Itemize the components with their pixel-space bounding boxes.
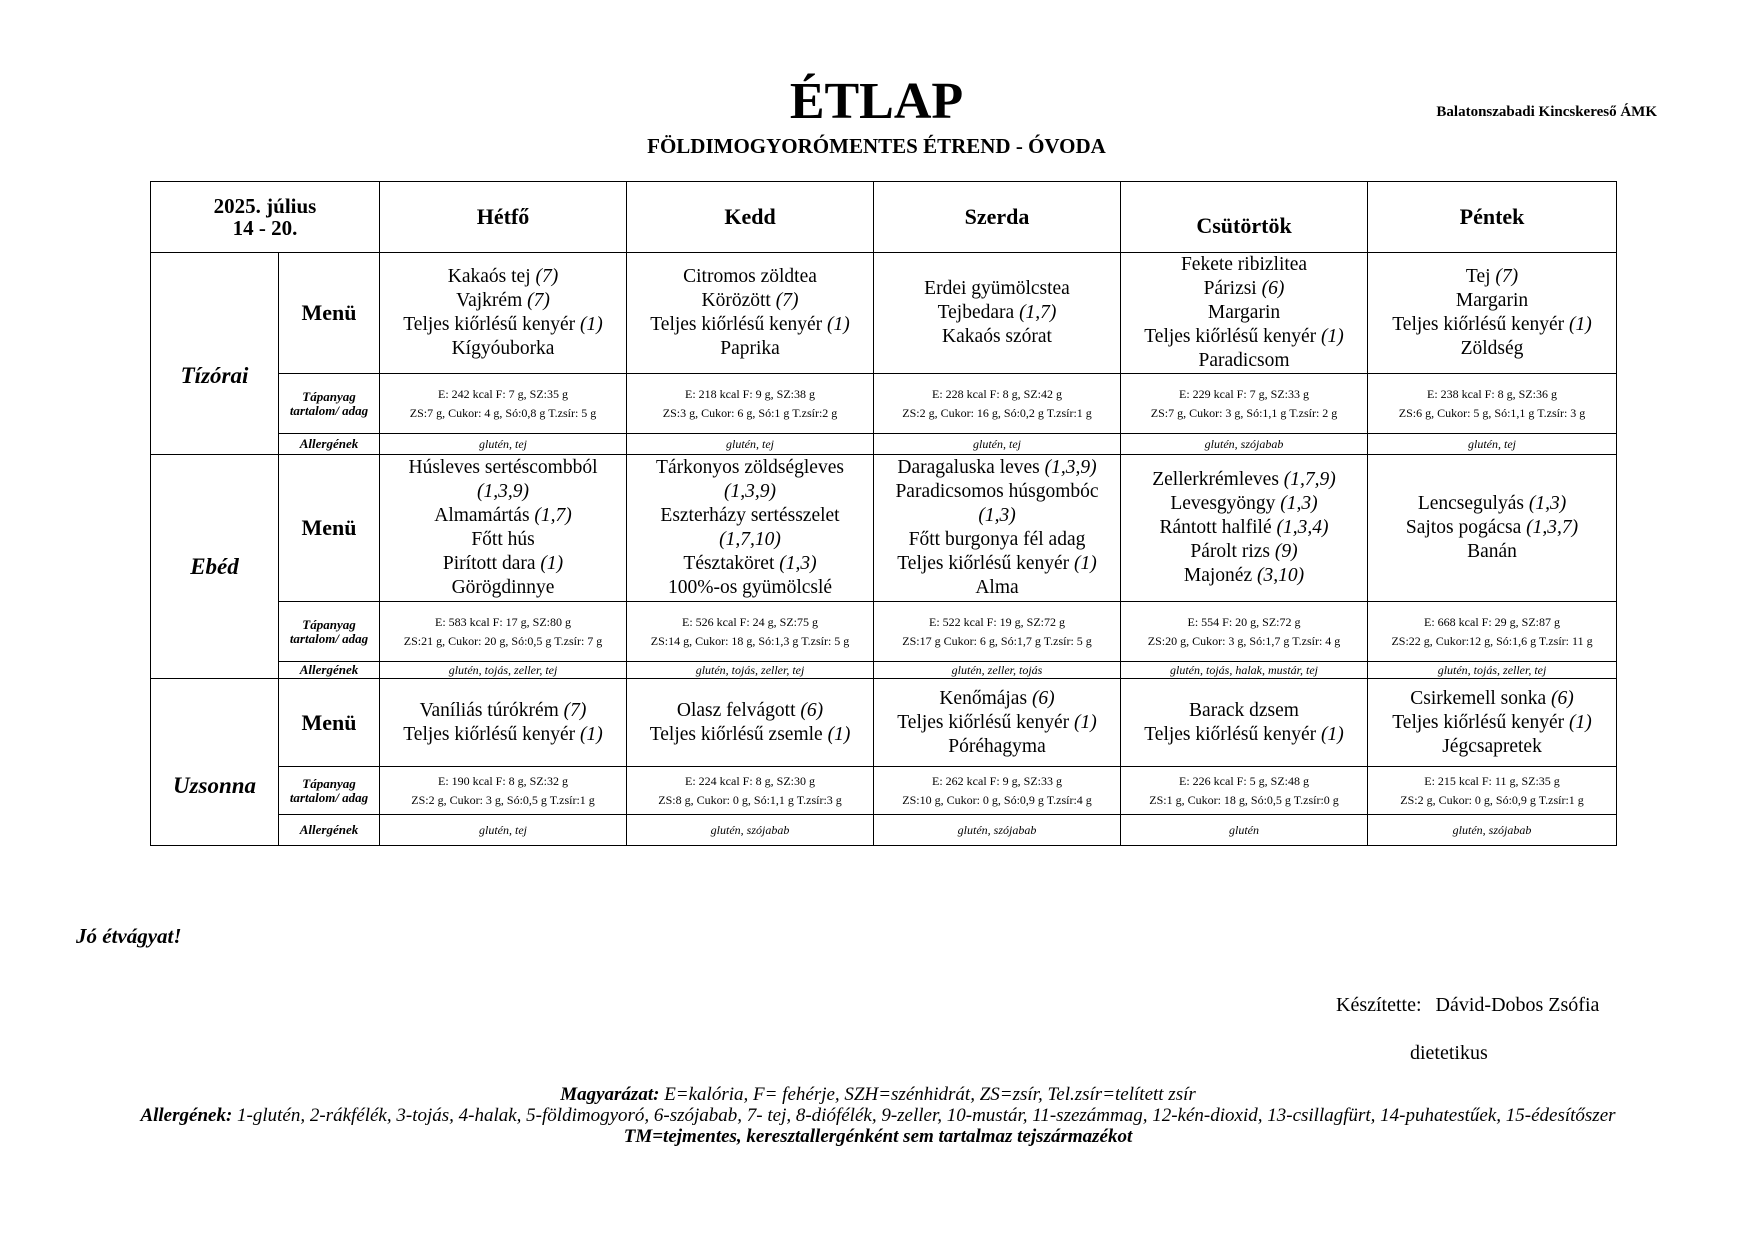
menu-item-name: Zöldség (1460, 338, 1524, 359)
menu-item (1370, 313, 1614, 337)
menu-item-name: Tej (1465, 266, 1496, 287)
menu-item (1370, 687, 1614, 711)
menu-item (382, 576, 624, 600)
row-label-allergens: Allergének (279, 434, 380, 455)
nutrition-cell-friday (1368, 767, 1617, 815)
menu-item (629, 480, 871, 504)
nutrition-cell-tuesday (627, 602, 874, 662)
nutrition-line: ZS:14 g, Cukor: 18 g, Só:1,3 g T.zsír: 5 g (650, 633, 850, 648)
menu-item-name: Lencsegulyás (1417, 493, 1529, 514)
menu-item-name: Főtt hús (471, 529, 535, 550)
menu-item (1123, 468, 1365, 492)
allergen-code: (7) (775, 290, 799, 311)
menu-item-name: Barack dzsem (1189, 699, 1299, 721)
menu-item-name: Teljes kiőrlésű kenyér (1392, 314, 1570, 335)
row-label-menu: Menü (279, 679, 380, 767)
allergen-code: (1) (1074, 711, 1097, 733)
allergen-cell-thursday: glutén (1121, 815, 1368, 846)
nutrition-line: E: 554 F: 20 g, SZ:72 g (1187, 614, 1301, 629)
nutrition-line: ZS:1 g, Cukor: 18 g, Só:0,5 g T.zsír:0 g (1149, 792, 1339, 807)
menu-item (876, 735, 1118, 759)
menu-item (382, 552, 624, 576)
menu-item-name: Fekete ribizlitea (1180, 254, 1308, 275)
allergen-code: (1,7) (534, 505, 572, 526)
nutrition-cell-thursday (1121, 767, 1368, 815)
menu-item (876, 528, 1118, 552)
menu-item (1370, 492, 1614, 516)
greeting: Jó étvágyat! (76, 924, 182, 948)
menu-item-name: Daragaluska leves (897, 457, 1045, 478)
allergen-code: (6) (1551, 687, 1574, 709)
menu-item-name: Csirkemell sonka (1410, 687, 1552, 709)
menu-item (1123, 253, 1365, 277)
allergen-code: (1,7,9) (1283, 469, 1336, 490)
allergen-cell-thursday: glutén, tojás, halak, mustár, tej (1121, 662, 1368, 679)
menu-item (1123, 349, 1365, 373)
nutrition-line: ZS:22 g, Cukor:12 g, Só:1,6 g T.zsír: 11 g (1391, 633, 1593, 648)
meal-name: Uzsonna (151, 679, 279, 846)
menu-item (629, 265, 871, 289)
menu-cell-thursday (1121, 253, 1368, 374)
week-date (151, 182, 380, 253)
menu-item (876, 552, 1118, 576)
legend-text: E=kalória, F= fehérje, SZH=szénhidrát, ZS=zsír, Tel.zsír=telített zsír (659, 1084, 1196, 1105)
menu-cell-friday (1368, 455, 1617, 602)
allergen-cell-tuesday: glutén, tojás, zeller, tej (627, 662, 874, 679)
nutrition-row (151, 602, 1617, 662)
menu-item (876, 687, 1118, 711)
menu-item-name: Teljes kiőrlésű kenyér (650, 314, 828, 335)
menu-item (629, 699, 871, 723)
menu-item-name: Margarin (1207, 302, 1281, 323)
day-header-tuesday: Kedd (627, 182, 874, 253)
nutrition-cell-friday (1368, 602, 1617, 662)
menu-item-name: Paradicsom (1198, 350, 1290, 371)
menu-item (382, 699, 624, 723)
allergen-cell-monday: glutén, tojás, zeller, tej (380, 662, 627, 679)
nutrition-line: E: 242 kcal F: 7 g, SZ:35 g (438, 386, 569, 401)
menu-item (629, 504, 871, 528)
nutrition-line: ZS:2 g, Cukor: 16 g, Só:0,2 g T.zsír:1 g (902, 405, 1092, 420)
allergen-cell-monday: glutén, tej (380, 434, 627, 455)
menu-table (150, 181, 1617, 846)
nutrition-line: ZS:20 g, Cukor: 3 g, Só:1,7 g T.zsír: 4 g (1147, 633, 1341, 648)
row-label-allergens: Allergének (279, 662, 380, 679)
menu-item (1123, 540, 1365, 564)
menu-item-name: Jégcsapretek (1442, 735, 1542, 757)
menu-item-name: Tejbedara (937, 302, 1020, 323)
menu-item-name: Rántott halfilé (1159, 517, 1277, 538)
menu-item-name: Paprika (720, 338, 780, 359)
menu-item-name: Főtt burgonya fél adag (908, 529, 1086, 550)
menu-cell-wednesday (874, 679, 1121, 767)
nutrition-line: E: 583 kcal F: 17 g, SZ:80 g (435, 614, 572, 629)
menu-row (151, 679, 1617, 767)
menu-item (382, 456, 624, 480)
row-label-nutrition: Tápanyag tartalom/ adag (279, 602, 380, 662)
allergen-code: (1,7,10) (719, 529, 781, 550)
nutrition-line: ZS:7 g, Cukor: 3 g, Só:1,1 g T.zsír: 2 g (1150, 405, 1338, 420)
menu-item (1370, 289, 1614, 313)
menu-item-name: Almamártás (434, 505, 535, 526)
menu-item-name: Kakaós tej (447, 266, 536, 287)
menu-item-name: Olasz felvágott (676, 699, 801, 721)
allergen-code: (1) (827, 314, 850, 335)
menu-item-name: Teljes kiőrlésű kenyér (897, 553, 1075, 574)
table-header-row (151, 182, 1617, 253)
menu-item-name: Teljes kiőrlésű kenyér (1392, 711, 1570, 733)
menu-item (876, 480, 1118, 504)
menu-item-name: Majonéz (1183, 565, 1257, 586)
nutrition-line: ZS:2 g, Cukor: 3 g, Só:0,5 g T.zsír:1 g (411, 792, 595, 807)
menu-item (382, 337, 624, 361)
nutrition-cell-tuesday (627, 374, 874, 434)
menu-item (382, 528, 624, 552)
nutrition-cell-thursday (1121, 602, 1368, 662)
nutrition-cell-friday (1368, 374, 1617, 434)
nutrition-line: E: 229 kcal F: 7 g, SZ:33 g (1179, 386, 1310, 401)
menu-item (629, 576, 871, 600)
nutrition-row (151, 374, 1617, 434)
menu-item (629, 723, 871, 747)
row-label-nutrition: Tápanyag tartalom/ adag (279, 767, 380, 815)
author-label: Készítette: (1336, 994, 1422, 1016)
allergen-row (151, 434, 1617, 455)
allergen-cell-tuesday: glutén, szójabab (627, 815, 874, 846)
menu-item-name: Póréhagyma (948, 735, 1046, 757)
nutrition-line: E: 226 kcal F: 5 g, SZ:48 g (1179, 773, 1310, 788)
legend-title: Magyarázat: (560, 1084, 660, 1105)
menu-item-name: Teljes kiőrlésű kenyér (897, 711, 1075, 733)
menu-cell-monday (380, 679, 627, 767)
allergen-code: (9) (1274, 541, 1298, 562)
nutrition-line: E: 668 kcal F: 29 g, SZ:87 g (1424, 614, 1561, 629)
menu-item-name: Vajkrém (456, 290, 528, 311)
menu-cell-tuesday (627, 455, 874, 602)
menu-item-name: Sajtos pogácsa (1405, 517, 1527, 538)
menu-item-name: Citromos zöldtea (683, 266, 817, 287)
allergen-cell-thursday: glutén, szójabab (1121, 434, 1368, 455)
menu-item (382, 723, 624, 747)
menu-item (1123, 492, 1365, 516)
menu-cell-wednesday (874, 455, 1121, 602)
allergen-code: (1,3,7) (1526, 517, 1579, 538)
allergens-title: Allergének: (140, 1105, 233, 1126)
allergen-code: (6) (1261, 278, 1285, 299)
allergen-code: (1,3) (978, 505, 1016, 526)
menu-item (1370, 735, 1614, 759)
menu-item (1123, 723, 1365, 747)
nutrition-line: ZS:2 g, Cukor: 0 g, Só:0,9 g T.zsír:1 g (1400, 792, 1584, 807)
allergen-code: (7) (527, 290, 550, 311)
nutrition-cell-monday (380, 602, 627, 662)
nutrition-line: ZS:17 g Cukor: 6 g, Só:1,7 g T.zsír: 5 g (902, 633, 1092, 648)
nutrition-line: E: 224 kcal F: 8 g, SZ:30 g (685, 773, 816, 788)
allergen-cell-friday: glutén, tojás, zeller, tej (1368, 662, 1617, 679)
nutrition-line: ZS:6 g, Cukor: 5 g, Só:1,1 g T.zsír: 3 g (1398, 405, 1586, 420)
allergen-code: (7) (563, 699, 587, 721)
menu-item-name: Teljes kiőrlésű zsemle (649, 723, 828, 745)
nutrition-line: E: 228 kcal F: 8 g, SZ:42 g (932, 386, 1063, 401)
menu-item-name: Kakaós szórat (942, 326, 1052, 347)
nutrition-line: ZS:3 g, Cukor: 6 g, Só:1 g T.zsír:2 g (662, 405, 838, 420)
menu-item-name: Paradicsomos húsgombóc (895, 481, 1099, 502)
menu-cell-wednesday (874, 253, 1121, 374)
menu-item (629, 313, 871, 337)
allergen-code: (1) (1074, 553, 1097, 574)
menu-item-name: Alma (975, 577, 1019, 598)
menu-item-name: Tárkonyos zöldségleves (656, 457, 844, 478)
menu-item (382, 480, 624, 504)
menu-item (1370, 337, 1614, 361)
allergen-code: (3,10) (1257, 565, 1305, 586)
nutrition-line: ZS:21 g, Cukor: 20 g, Só:0,5 g T.zsír: 7 g (403, 633, 603, 648)
menu-item-name: 100%-os gyümölcslé (667, 577, 833, 598)
allergen-code: (1,7) (1019, 302, 1057, 323)
menu-item (876, 325, 1118, 349)
allergen-code: (1) (1321, 723, 1344, 745)
menu-item (629, 528, 871, 552)
allergen-code: (1,3,4) (1276, 517, 1329, 538)
menu-item-name: Teljes kiőrlésű kenyér (1144, 326, 1322, 347)
row-label-menu: Menü (279, 455, 380, 602)
menu-item (1370, 516, 1614, 540)
nutrition-cell-wednesday (874, 767, 1121, 815)
legend (108, 1084, 1648, 1147)
nutrition-line: E: 190 kcal F: 8 g, SZ:32 g (438, 773, 569, 788)
nutrition-cell-wednesday (874, 374, 1121, 434)
menu-item (382, 313, 624, 337)
allergen-cell-friday: glutén, szójabab (1368, 815, 1617, 846)
allergen-cell-tuesday: glutén, tej (627, 434, 874, 455)
menu-item-name: Teljes kiőrlésű kenyér (403, 723, 581, 745)
menu-item (1370, 265, 1614, 289)
menu-item-name: Erdei gyümölcstea (924, 278, 1070, 299)
menu-item-name: Zellerkrémleves (1152, 469, 1284, 490)
menu-item (1123, 325, 1365, 349)
allergen-code: (1,3) (1528, 493, 1567, 514)
menu-cell-thursday (1121, 455, 1368, 602)
allergen-cell-monday: glutén, tej (380, 815, 627, 846)
menu-item-name: Margarin (1455, 290, 1529, 311)
menu-cell-tuesday (627, 679, 874, 767)
menu-item (1123, 699, 1365, 723)
menu-item (876, 277, 1118, 301)
row-label-menu: Menü (279, 253, 380, 374)
menu-cell-monday (380, 455, 627, 602)
allergen-code: (7) (1495, 266, 1519, 287)
allergens-text: 1-glutén, 2-rákfélék, 3-tojás, 4-halak, 5-földimogyoró, 6-szójabab, 7- tej, 8-diófélék, 9-zeller, 10-mustár, 11-szezámmag, 12-kén-dioxid, 13-csillagfürt, 14-puhatestűek, 15-édesítőszer (232, 1105, 1616, 1126)
nutrition-line: ZS:8 g, Cukor: 0 g, Só:1,1 g T.zsír:3 g (658, 792, 842, 807)
menu-item-name: Húsleves sertéscombból (408, 457, 598, 478)
week-date-line1: 2025. július (213, 194, 317, 218)
menu-item (1370, 711, 1614, 735)
menu-item (1123, 277, 1365, 301)
menu-item (1123, 516, 1365, 540)
allergen-code: (1,3) (779, 553, 817, 574)
allergen-code: (1,3,9) (1044, 457, 1097, 478)
menu-item-name: Eszterházy sertésszelet (660, 505, 840, 526)
day-header-thursday: Csütörtök (1121, 182, 1368, 253)
allergen-code: (1,3,9) (724, 481, 777, 502)
day-header-wednesday: Szerda (874, 182, 1121, 253)
day-header-monday: Hétfő (380, 182, 627, 253)
author-name: Dávid-Dobos Zsófia (1435, 994, 1600, 1016)
menu-item (1123, 301, 1365, 325)
menu-item (876, 301, 1118, 325)
menu-item-name: Görögdinnye (451, 577, 555, 598)
nutrition-line: ZS:7 g, Cukor: 4 g, Só:0,8 g T.zsír: 5 g (409, 405, 597, 420)
menu-cell-monday (380, 253, 627, 374)
allergen-row (151, 815, 1617, 846)
menu-item-name: Levesgyöngy (1170, 493, 1281, 514)
allergen-code: (1) (580, 314, 603, 335)
organization-name: Balatonszabadi Kincskereső ÁMK (1436, 104, 1657, 120)
legend-nutrition (108, 1084, 1648, 1105)
menu-item (1370, 540, 1614, 564)
menu-table-body (151, 253, 1617, 846)
allergen-code: (1) (540, 553, 564, 574)
page-title: ÉTLAP (789, 73, 964, 130)
menu-cell-friday (1368, 679, 1617, 767)
allergen-code: (1,3) (1280, 493, 1318, 514)
allergen-code: (1) (1321, 326, 1344, 347)
menu-item (876, 456, 1118, 480)
allergen-cell-wednesday: glutén, szójabab (874, 815, 1121, 846)
nutrition-line: E: 526 kcal F: 24 g, SZ:75 g (682, 614, 819, 629)
menu-item-name: Vaníliás túrókrém (419, 699, 564, 721)
nutrition-line: ZS:10 g, Cukor: 0 g, Só:0,9 g T.zsír:4 g (902, 792, 1092, 807)
allergen-cell-wednesday: glutén, zeller, tojás (874, 662, 1121, 679)
menu-item-name: Párizsi (1203, 278, 1262, 299)
menu-item-name: Teljes kiőrlésű kenyér (403, 314, 581, 335)
menu-item-name: Banán (1467, 541, 1517, 562)
nutrition-line: E: 238 kcal F: 8 g, SZ:36 g (1427, 386, 1558, 401)
day-header-friday: Péntek (1368, 182, 1617, 253)
meal-name: Tízórai (151, 253, 279, 455)
allergen-row (151, 662, 1617, 679)
allergen-code: (1) (1569, 314, 1592, 335)
legend-allergens (108, 1105, 1648, 1126)
allergen-code: (1) (580, 723, 603, 745)
menu-item (382, 289, 624, 313)
nutrition-row (151, 767, 1617, 815)
menu-item (876, 576, 1118, 600)
allergen-code: (6) (1031, 687, 1055, 709)
allergen-cell-wednesday: glutén, tej (874, 434, 1121, 455)
allergen-code: (7) (535, 266, 559, 287)
menu-row (151, 455, 1617, 602)
menu-item (876, 711, 1118, 735)
nutrition-cell-monday (380, 374, 627, 434)
menu-item-name: Pirított dara (442, 553, 541, 574)
menu-item (629, 456, 871, 480)
menu-item-name: Kenőmájas (939, 687, 1032, 709)
allergen-code: (6) (800, 699, 824, 721)
nutrition-line: E: 215 kcal F: 11 g, SZ:35 g (1424, 773, 1560, 788)
menu-item (382, 265, 624, 289)
nutrition-line: E: 262 kcal F: 9 g, SZ:33 g (932, 773, 1063, 788)
row-label-nutrition: Tápanyag tartalom/ adag (279, 374, 380, 434)
author-role: dietetikus (1410, 1042, 1488, 1064)
menu-item (629, 337, 871, 361)
menu-cell-thursday (1121, 679, 1368, 767)
tm-note: TM=tejmentes, keresztallergénként sem tartalmaz tejszármazékot (623, 1126, 1133, 1147)
menu-cell-tuesday (627, 253, 874, 374)
menu-item-name: Körözött (701, 290, 776, 311)
menu-cell-friday (1368, 253, 1617, 374)
menu-row (151, 253, 1617, 374)
meal-name: Ebéd (151, 455, 279, 679)
allergen-code: (1,3,9) (477, 481, 530, 502)
author (1336, 994, 1599, 1017)
allergen-code: (1) (827, 723, 851, 745)
menu-item (382, 504, 624, 528)
nutrition-cell-monday (380, 767, 627, 815)
nutrition-cell-tuesday (627, 767, 874, 815)
allergen-cell-friday: glutén, tej (1368, 434, 1617, 455)
menu-item (876, 504, 1118, 528)
menu-item (1123, 564, 1365, 588)
menu-item-name: Párolt rizs (1190, 541, 1275, 562)
menu-item (629, 552, 871, 576)
nutrition-line: E: 218 kcal F: 9 g, SZ:38 g (685, 386, 816, 401)
page-subtitle: FÖLDIMOGYORÓMENTES ÉTREND - ÓVODA (647, 134, 1106, 158)
menu-item-name: Teljes kiőrlésű kenyér (1144, 723, 1322, 745)
menu-item (629, 289, 871, 313)
nutrition-line: E: 522 kcal F: 19 g, SZ:72 g (929, 614, 1066, 629)
week-date-line2: 14 - 20. (232, 216, 298, 240)
menu-item-name: Tésztaköret (683, 553, 780, 574)
row-label-allergens: Allergének (279, 815, 380, 846)
nutrition-cell-wednesday (874, 602, 1121, 662)
nutrition-cell-thursday (1121, 374, 1368, 434)
menu-item-name: Kígyóuborka (451, 338, 555, 359)
allergen-code: (1) (1569, 711, 1592, 733)
